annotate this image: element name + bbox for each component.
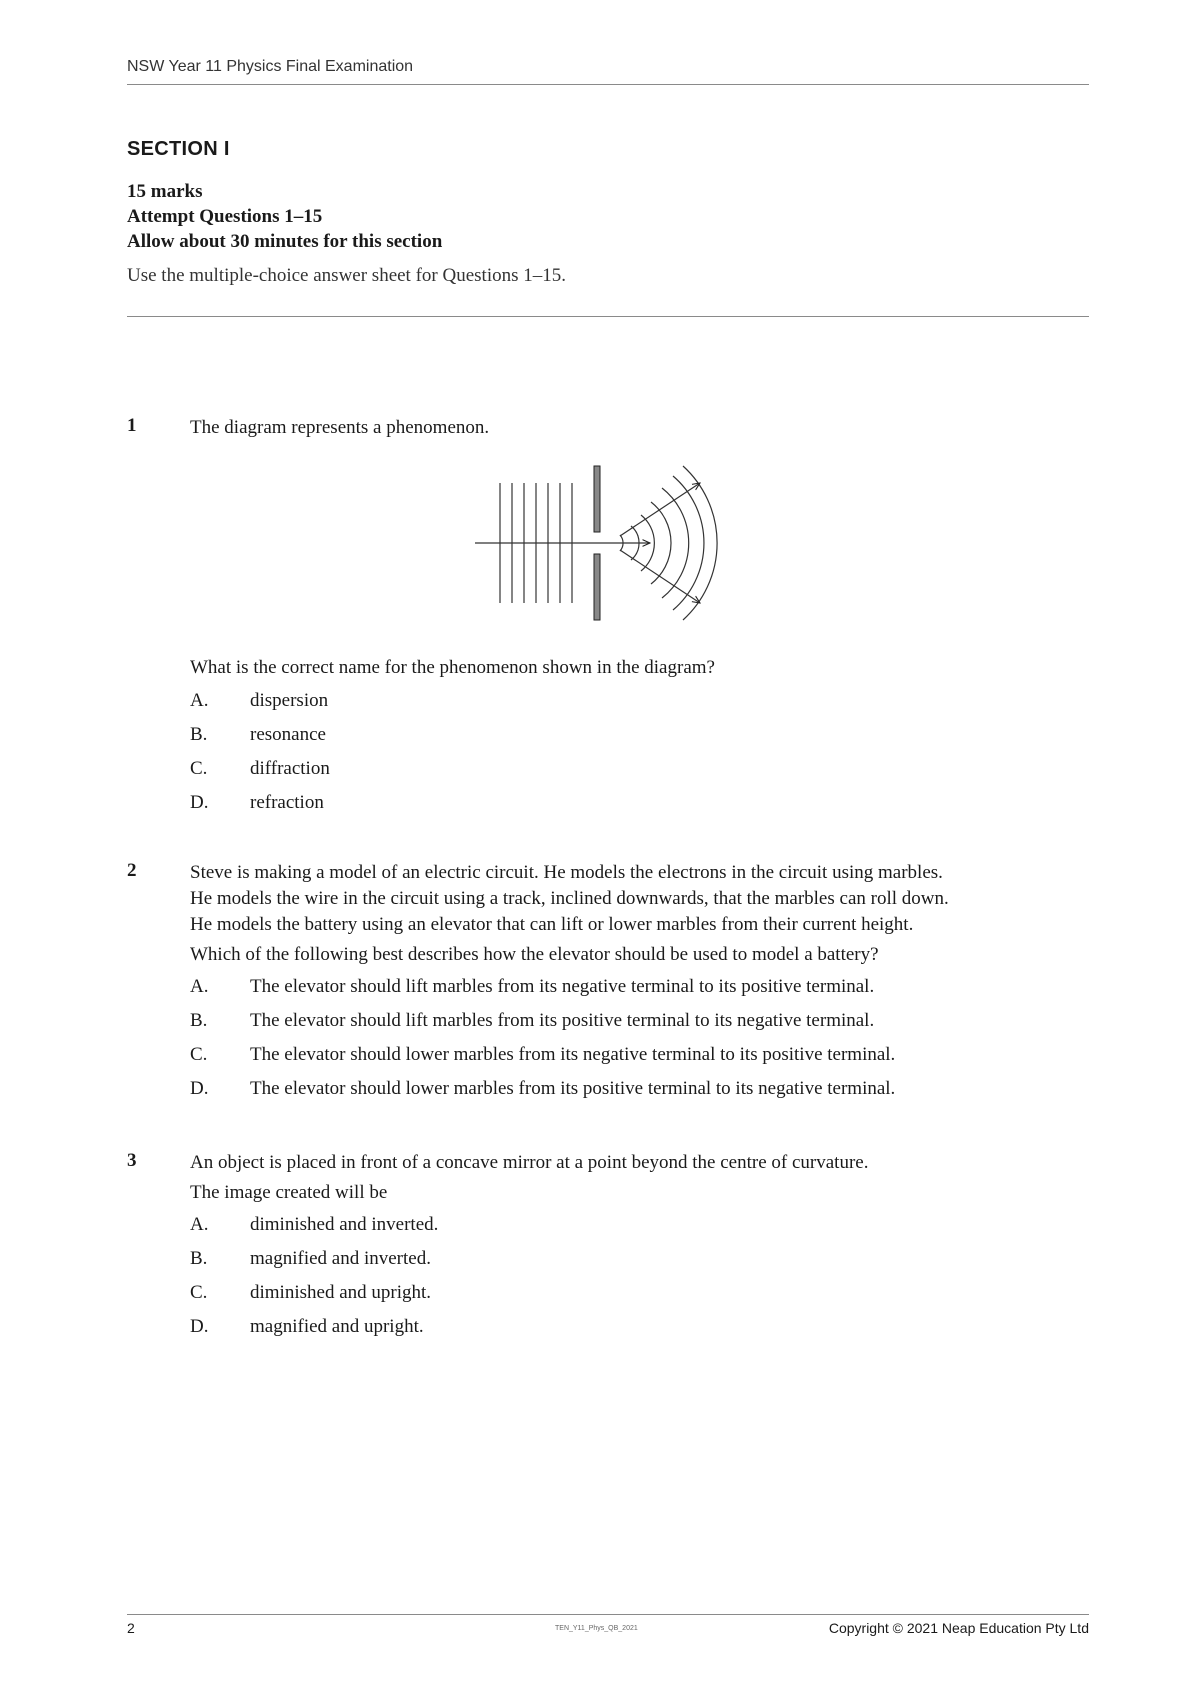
question-number: 3 (127, 1150, 137, 1171)
option-letter: B. (190, 1010, 208, 1031)
option-text: diminished and upright. (250, 1282, 432, 1303)
option-text: magnified and inverted. (250, 1248, 431, 1269)
option-d[interactable] (190, 792, 1090, 818)
question-number: 2 (127, 860, 137, 881)
barrier-bottom (594, 554, 600, 620)
option-c[interactable] (190, 758, 1090, 784)
option-letter: D. (190, 792, 209, 813)
option-text: The elevator should lift marbles from its negative terminal to its positive terminal. (250, 976, 875, 997)
option-b[interactable] (190, 1010, 1090, 1036)
option-text: resonance (250, 724, 326, 745)
option-text: diminished and inverted. (250, 1214, 439, 1235)
option-text: The elevator should lower marbles from its negative terminal to its positive terminal. (250, 1044, 896, 1065)
option-b[interactable] (190, 1248, 1090, 1274)
question-text (190, 860, 1090, 968)
option-text: The elevator should lift marbles from its positive terminal to its negative terminal. (250, 1010, 875, 1031)
section-rule (127, 316, 1089, 317)
option-letter: C. (190, 758, 208, 779)
upper-arrow (620, 483, 700, 536)
document-code: TEN_Y11_Phys_QB_2021 (555, 1625, 638, 1632)
page-header: NSW Year 11 Physics Final Examination (127, 58, 414, 75)
option-text: magnified and upright. (250, 1316, 424, 1337)
question-text: The diagram represents a phenomenon. (190, 417, 490, 438)
option-text: refraction (250, 792, 324, 813)
header-rule (127, 84, 1089, 85)
section-marks: 15 marks (127, 181, 203, 202)
diffraction-diagram (470, 458, 750, 628)
question-prompt: What is the correct name for the phenomenon shown in the diagram? (190, 657, 715, 678)
section-title: SECTION I (127, 138, 230, 160)
option-letter: B. (190, 724, 208, 745)
question-line: He models the battery using an elevator that can lift or lower marbles from their current height. (190, 914, 914, 935)
question-line: An object is placed in front of a concave mirror at a point beyond the centre of curvature. (190, 1152, 869, 1173)
option-text: dispersion (250, 690, 329, 711)
question-line: Steve is making a model of an electric circuit. He models the electrons in the circuit using marbles. (190, 862, 943, 883)
option-c[interactable] (190, 1044, 1090, 1070)
option-text: diffraction (250, 758, 330, 779)
option-a[interactable] (190, 1214, 1090, 1240)
page-number: 2 (127, 1620, 135, 1636)
question-line: Which of the following best describes how the elevator should be used to model a battery? (190, 944, 879, 965)
option-d[interactable] (190, 1316, 1090, 1342)
question-text (190, 1150, 1090, 1206)
option-letter: C. (190, 1044, 208, 1065)
option-letter: D. (190, 1316, 209, 1337)
option-a[interactable] (190, 976, 1090, 1002)
option-letter: A. (190, 690, 209, 711)
option-letter: C. (190, 1282, 208, 1303)
option-c[interactable] (190, 1282, 1090, 1308)
option-text: The elevator should lower marbles from its positive terminal to its negative terminal. (250, 1078, 896, 1099)
lower-arrow (620, 550, 700, 603)
question-line: He models the wire in the circuit using a track, inclined downwards, that the marbles can roll down. (190, 888, 949, 909)
barrier-top (594, 466, 600, 532)
footer-rule (127, 1614, 1089, 1615)
section-attempt: Attempt Questions 1–15 (127, 206, 323, 227)
copyright: Copyright © 2021 Neap Education Pty Ltd (828, 1620, 1089, 1636)
option-d[interactable] (190, 1078, 1090, 1104)
question-line: The image created will be (190, 1182, 388, 1203)
option-letter: A. (190, 1214, 209, 1235)
option-letter: D. (190, 1078, 209, 1099)
section-time: Allow about 30 minutes for this section (127, 231, 443, 252)
option-letter: B. (190, 1248, 208, 1269)
question-number: 1 (127, 415, 137, 436)
option-a[interactable] (190, 690, 1090, 716)
option-letter: A. (190, 976, 209, 997)
option-b[interactable] (190, 724, 1090, 750)
section-instruction: Use the multiple-choice answer sheet for Questions 1–15. (127, 265, 566, 286)
